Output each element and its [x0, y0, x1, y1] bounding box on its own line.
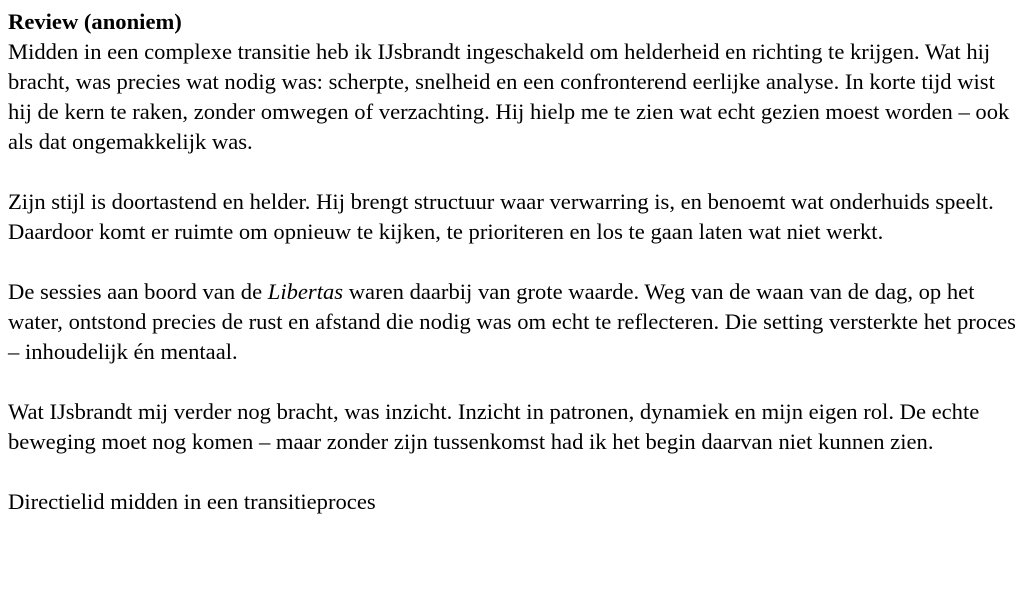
- review-title: Review (anoniem): [8, 9, 182, 34]
- review-paragraph-4: Wat IJsbrandt mij verder nog bracht, was inzicht. Inzicht in patronen, dynamiek en mijn eigen rol. De echte beweging moet nog komen – maar zonder zijn tussenkomst had ik het begin daarvan niet kunnen zien.: [8, 399, 980, 454]
- review-paragraph-3-end: waren daarbij van grote waarde. Weg van de waan van de dag, op het water, ontstond precies de rust en afstand die nodig was om echt te reflecteren. Die setting versterkte het proces – inhoudelijk én mentaal.: [8, 279, 1016, 364]
- review-document: [8, 7, 1018, 517]
- review-paragraph-3: [8, 277, 1018, 367]
- review-paragraph-1: Midden in een complexe transitie heb ik IJsbrandt ingeschakeld om helderheid en richting te krijgen. Wat hij bracht, was precies wat nodig was: scherpte, snelheid en een confronterend eerlijke analyse. In korte tijd wist hij de kern te raken, zonder omwegen of verzachting. Hij hielp me te zien wat echt gezien moest worden – ook als dat ongemakkelijk was.: [8, 39, 1010, 154]
- ship-name: Libertas: [267, 279, 344, 304]
- review-paragraph-2: Zijn stijl is doortastend en helder. Hij brengt structuur waar verwarring is, en benoemt wat onderhuids speelt. Daardoor komt er ruimte om opnieuw te kijken, te prioriteren en los te gaan laten wat niet werkt.: [8, 189, 994, 244]
- review-signature: Directielid midden in een transitieproces: [8, 489, 376, 514]
- review-paragraph-3-start: De sessies aan boord van de: [8, 279, 268, 304]
